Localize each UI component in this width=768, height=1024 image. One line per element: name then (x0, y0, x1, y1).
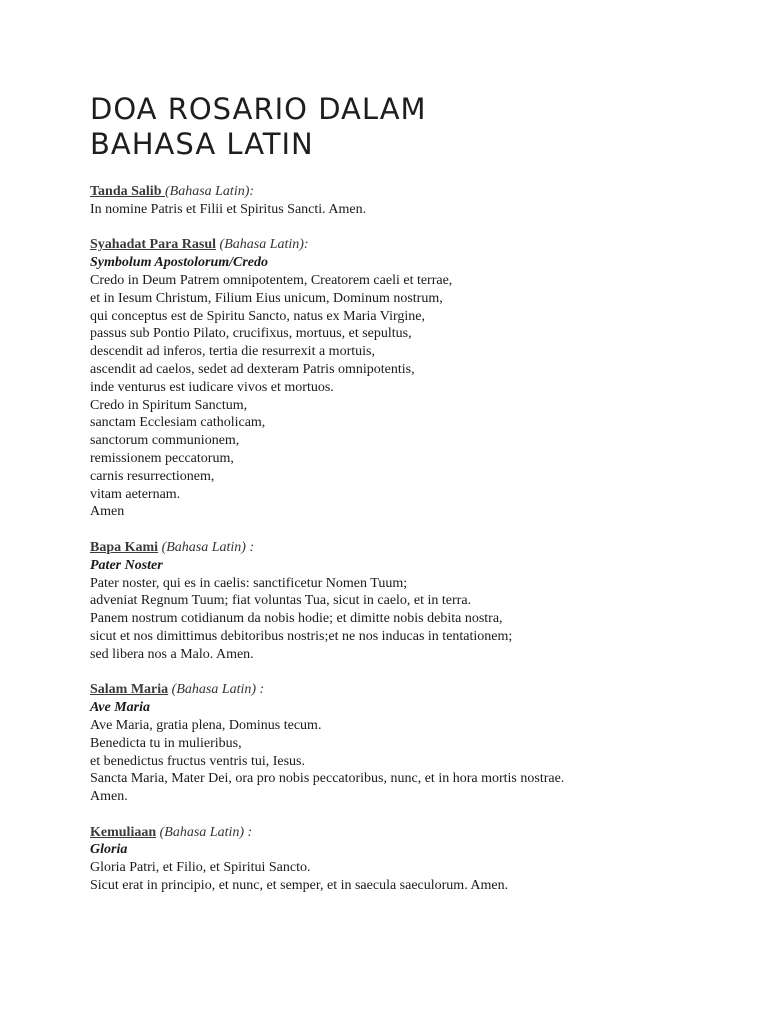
latin-prayer-name: Ave Maria (90, 700, 151, 716)
section-bapa-kami (90, 539, 730, 664)
latin-prayer-name: Pater Noster (90, 557, 163, 573)
prayer-line: Amen (90, 504, 125, 520)
section-heading (90, 824, 730, 842)
language-note: (Bahasa Latin) : (168, 682, 265, 698)
prayer-line: passus sub Pontio Pilato, crucifixus, mortuus, et sepultus, (90, 326, 412, 342)
section-heading (90, 183, 730, 201)
language-note: (Bahasa Latin) : (158, 539, 255, 555)
prayer-line: Benedicta tu in mulieribus, (90, 735, 242, 751)
prayer-line: vitam aeternam. (90, 486, 181, 502)
section-heading (90, 236, 730, 254)
prayer-line: Credo in Deum Patrem omnipotentem, Creatorem caeli et terrae, (90, 272, 453, 288)
prayer-line: Gloria Patri, et Filio, et Spiritui Sancto. (90, 860, 311, 876)
title-line-2: BAHASA LATIN (90, 127, 314, 161)
prayer-list (90, 183, 730, 913)
prayer-line: sed libera nos a Malo. Amen. (90, 646, 254, 662)
prayer-line: Panem nostrum cotidianum da nobis hodie; et dimitte nobis debita nostra, (90, 611, 503, 627)
prayer-line: et benedictus fructus ventris tui, Iesus. (90, 753, 306, 769)
section-salam-maria (90, 681, 730, 806)
latin-prayer-name: Gloria (90, 842, 128, 858)
language-note: (Bahasa Latin) : (156, 824, 253, 840)
prayer-line: remissionem peccatorum, (90, 450, 234, 466)
section-tanda-salib (90, 183, 730, 219)
section-title: Salam Maria (90, 682, 169, 698)
document-title (90, 92, 690, 162)
section-title: Syahadat Para Rasul (90, 237, 217, 253)
section-title: Bapa Kami (90, 539, 159, 555)
prayer-line: ascendit ad caelos, sedet ad dexteram Patris omnipotentis, (90, 361, 415, 377)
prayer-line: Pater noster, qui es in caelis: sanctificetur Nomen Tuum; (90, 575, 408, 591)
section-kemuliaan (90, 824, 730, 895)
prayer-line: sicut et nos dimittimus debitoribus nostris;et ne nos inducas in tentationem; (90, 628, 513, 644)
prayer-line: Amen. (90, 789, 128, 805)
title-line-1: DOA ROSARIO DALAM (90, 92, 427, 126)
prayer-line: et in Iesum Christum, Filium Eius unicum, Dominum nostrum, (90, 290, 443, 306)
language-note: (Bahasa Latin): (164, 184, 255, 199)
prayer-line: adveniat Regnum Tuum; fiat voluntas Tua, sicut in caelo, et in terra. (90, 593, 472, 609)
prayer-line: sanctam Ecclesiam catholicam, (90, 415, 266, 431)
prayer-line: qui conceptus est de Spiritu Sancto, natus ex Maria Virgine, (90, 308, 425, 324)
prayer-line: inde venturus est iudicare vivos et mortuos. (90, 379, 334, 395)
section-heading (90, 539, 730, 557)
prayer-line: Ave Maria, gratia plena, Dominus tecum. (90, 717, 322, 733)
prayer-line: descendit ad inferos, tertia die resurrexit a mortuis, (90, 344, 375, 360)
section-title: Tanda Salib (90, 184, 165, 199)
section-title: Kemuliaan (90, 824, 157, 840)
prayer-line: Sicut erat in principio, et nunc, et semper, et in saecula saeculorum. Amen. (90, 878, 509, 894)
prayer-line: sanctorum communionem, (90, 433, 240, 449)
prayer-line: In nomine Patris et Filii et Spiritus Sancti. Amen. (90, 201, 367, 217)
prayer-line: Credo in Spiritum Sanctum, (90, 397, 248, 413)
prayer-line: Sancta Maria, Mater Dei, ora pro nobis peccatoribus, nunc, et in hora mortis nostrae. (90, 771, 565, 787)
section-syahadat-para-rasul (90, 236, 730, 521)
latin-prayer-name: Symbolum Apostolorum/Credo (90, 255, 269, 271)
section-heading (90, 681, 730, 699)
language-note: (Bahasa Latin): (216, 237, 309, 253)
prayer-line: carnis resurrectionem, (90, 468, 215, 484)
